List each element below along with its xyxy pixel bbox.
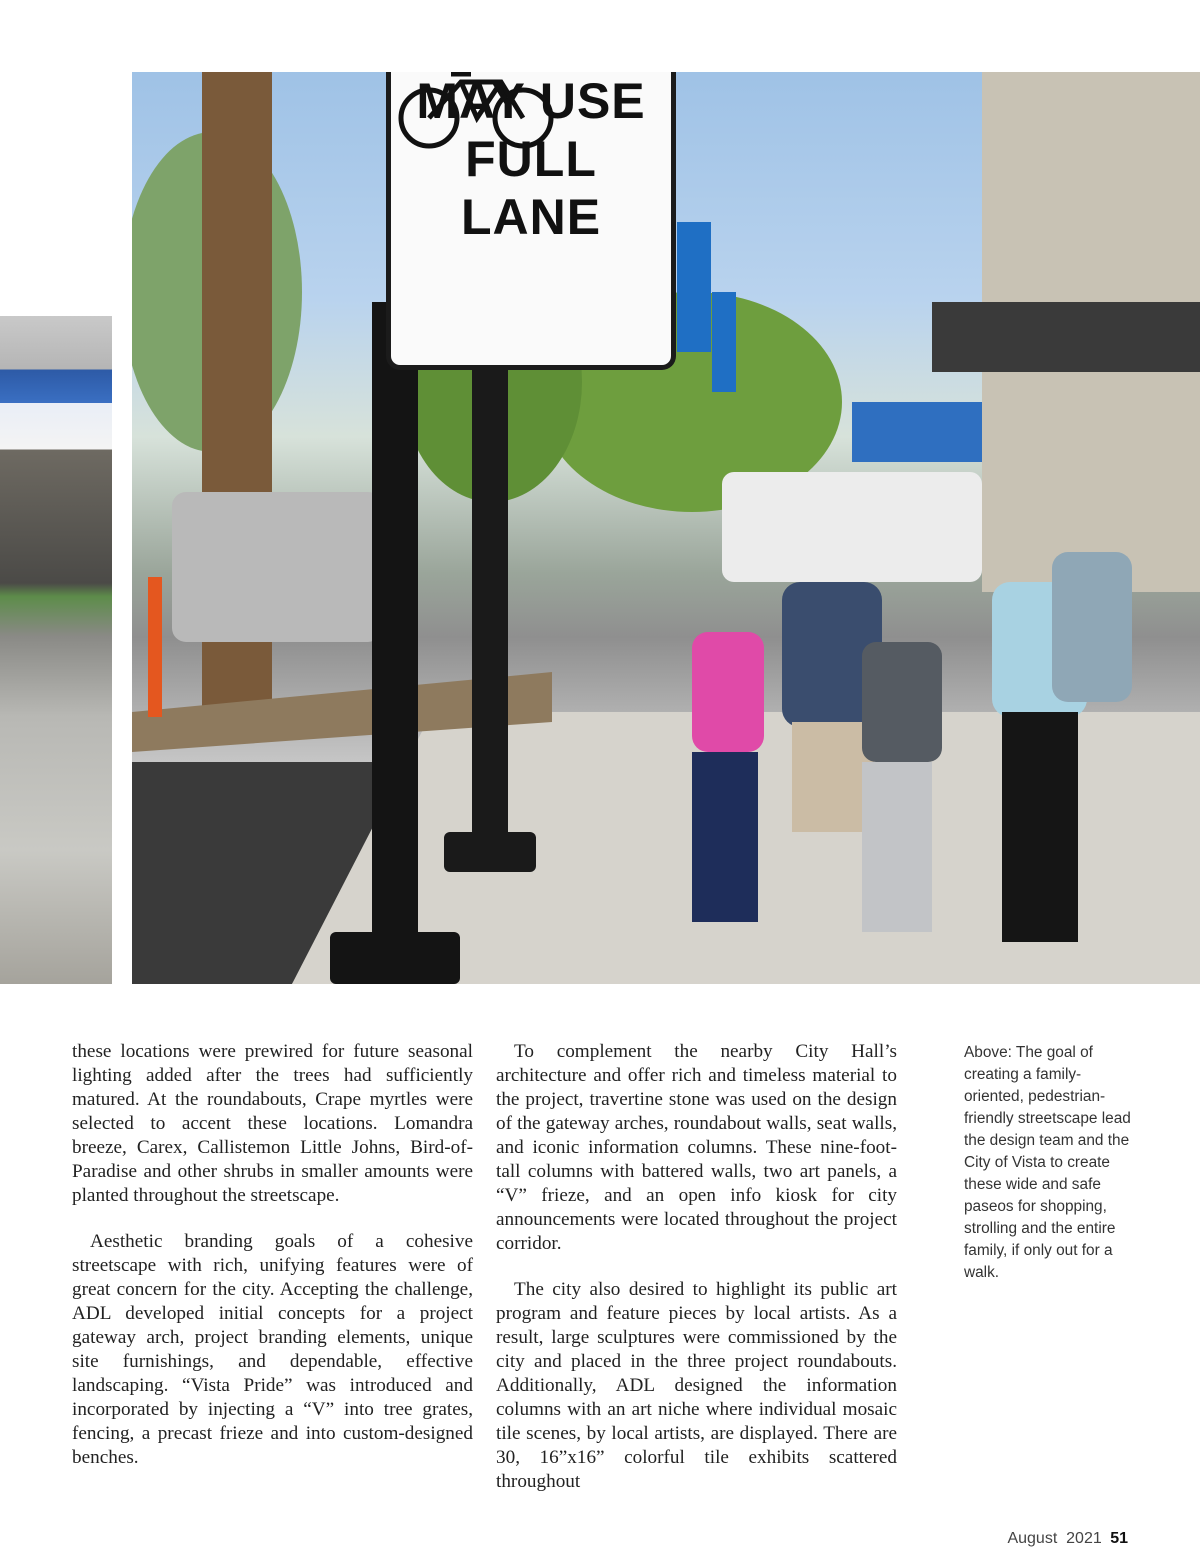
body-column-right — [496, 1040, 897, 1516]
paragraph: The city also desired to highlight its public art program and feature pieces by local artists. As a result, large sculptures were commissioned by the city and placed in the three project roundabouts. Additionally, ADL designed the information columns with an art niche where individual mosaic tile scenes, by local artists, are displayed. There are 30, 16”x16” colorful tile exhibits scattered throughout — [496, 1279, 897, 1492]
bicycle-icon — [391, 72, 561, 150]
body-column-left — [72, 1040, 473, 1492]
sign-line-1: MAY USE — [416, 73, 646, 129]
street-photo — [132, 72, 1200, 984]
page-folio — [1007, 1530, 1128, 1548]
paragraph: To complement the nearby City Hall’s architecture and offer rich and timeless material to the project, travertine stone was used on the design of the gateway arches, roundabout walls, seat walls, and iconic information columns. These nine-foot-tall columns with battered walls, two art panels, a “V” frieze, and an open info kiosk for city announcements were located throughout the project corridor. — [496, 1041, 897, 1254]
issue-date: August 2021 — [1007, 1530, 1102, 1547]
paragraph: these locations were prewired for future seasonal lighting added after the trees had sufficiently matured. At the roundabouts, Crape myrtles were selected to accent these locations. Lomandra breeze, Carex, Callistemon Little Johns, Bird-of-Paradise and other shrubs in smaller amounts were planted throughout the streetscape. — [72, 1041, 473, 1206]
sign-line-2: FULL LANE — [460, 131, 602, 245]
aerial-photo — [0, 316, 112, 984]
page-number: 51 — [1110, 1530, 1128, 1547]
may-use-full-lane-sign — [386, 72, 676, 370]
photo-caption: Above: The goal of creating a family-oriented, pedestrian-friendly streetscape lead the design team and the City of Vista to create these wide and safe paseos for shopping, strolling and the entire family, if only out for a walk. — [964, 1044, 1131, 1281]
paragraph: Aesthetic branding goals of a cohesive streetscape with rich, unifying features were of great concern for the city. Accepting the challenge, ADL developed initial concepts for a project gateway arch, project branding elements, unique site furnishings, and dependable, effective landscaping. “Vista Pride” was introduced and incorporated by injecting a “V” into tree grates, fencing, a precast frieze and into custom-designed benches. — [72, 1231, 473, 1468]
